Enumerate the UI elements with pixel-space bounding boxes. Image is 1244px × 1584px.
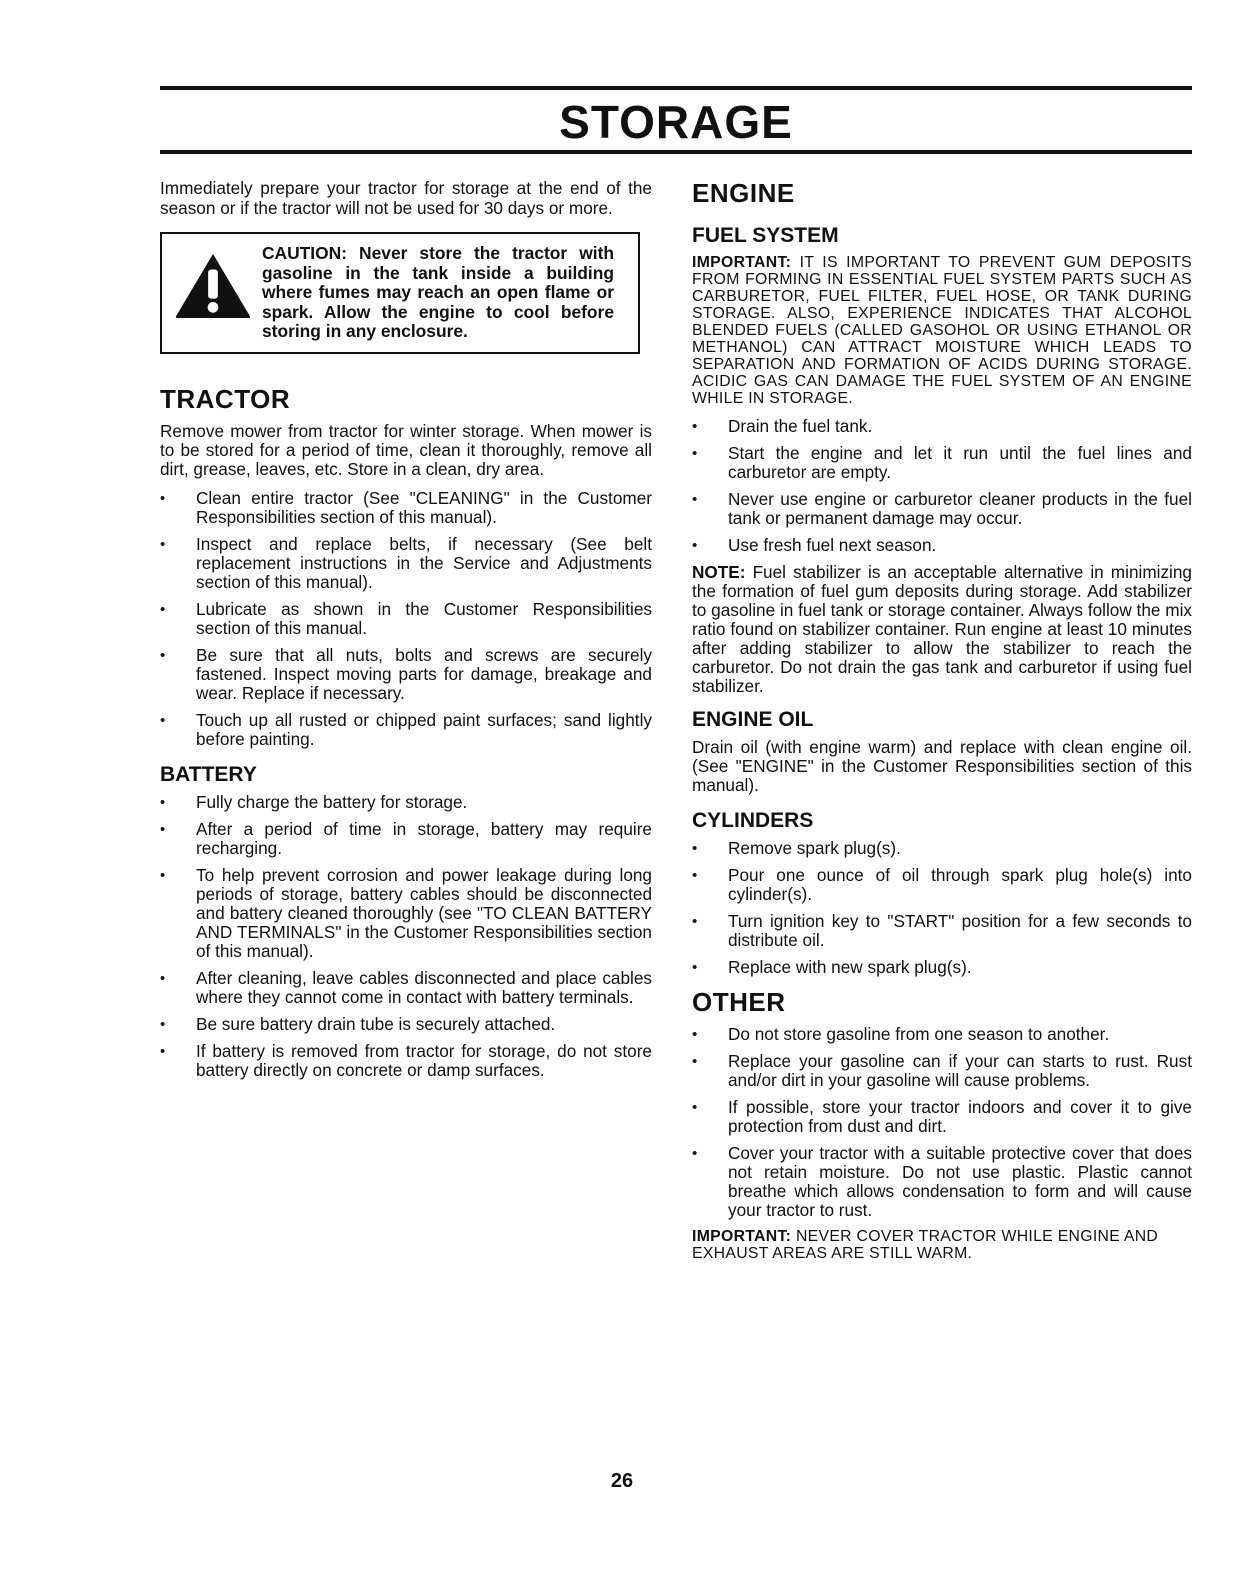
list-item: • After cleaning, leave cables disconnected and place cables where they cannot come in contact with battery terminals. <box>160 969 652 1007</box>
list-item: • Replace your gasoline can if your can starts to rust. Rust and/or dirt in your gasoline will cause problems. <box>692 1052 1192 1090</box>
list-item: • Clean entire tractor (See "CLEANING" in the Customer Responsibilities section of this manual). <box>160 489 652 527</box>
list-item: • Touch up all rusted or chipped paint surfaces; sand lightly before painting. <box>160 711 652 749</box>
list-item: • Start the engine and let it run until the fuel lines and carburetor are empty. <box>692 444 1192 482</box>
other-important-paragraph <box>692 1228 1192 1262</box>
important-label: IMPORTANT: <box>692 254 792 271</box>
page-number: 26 <box>610 1470 634 1492</box>
battery-list <box>160 793 652 1080</box>
other-list <box>692 1025 1192 1220</box>
important-text: IT IS IMPORTANT TO PREVENT GUM DEPOSITS FROM FORMING IN ESSENTIAL FUEL SYSTEM PARTS SUCH AS CARBURETOR, FUEL FILTER, FUEL HOSE, OR TANK DURING STORAGE. ALSO, EXPERIENCE INDICATES THAT ALCOHOL BLENDED FUELS (CALLED GASOHOL OR USING ETHANOL OR METHANOL) CAN ATTRACT MOISTURE WHICH LEADS TO SEPARATION AND FORMATION OF ACIDS DURING STORAGE. ACIDIC GAS CAN DAMAGE THE FUEL SYSTEM OF AN ENGINE WHILE IN STORAGE. <box>692 254 1192 407</box>
cylinders-list <box>692 839 1192 977</box>
list-item: • Inspect and replace belts, if necessary (See belt replacement instructions in the Service and Adjustments section of this manual). <box>160 535 652 592</box>
engine-heading: ENGINE <box>692 178 795 208</box>
title-underline <box>160 150 1192 154</box>
list-item: • Drain the fuel tank. <box>692 417 1192 436</box>
important-label: IMPORTANT: <box>692 1228 792 1245</box>
fuel-important-paragraph <box>692 254 1192 407</box>
tractor-heading: TRACTOR <box>160 383 291 414</box>
fuel-list <box>692 417 1192 555</box>
list-item: • Pour one ounce of oil through spark plug hole(s) into cylinder(s). <box>692 866 1192 904</box>
fuel-system-heading: FUEL SYSTEM <box>692 224 839 247</box>
engine-oil-heading: ENGINE OIL <box>692 708 814 731</box>
cylinders-heading: CYLINDERS <box>692 809 814 832</box>
list-item: • Cover your tractor with a suitable protective cover that does not retain moisture. Do not use plastic. Plastic cannot breathe which allows condensation to form and will cause your tractor to rust. <box>692 1144 1192 1220</box>
list-item: • Use fresh fuel next season. <box>692 536 1192 555</box>
warning-triangle-icon <box>174 252 252 320</box>
list-item: • If possible, store your tractor indoors and cover it to give protection from dust and dirt. <box>692 1098 1192 1136</box>
list-item: • Lubricate as shown in the Customer Responsibilities section of this manual. <box>160 600 652 638</box>
list-item: • Remove spark plug(s). <box>692 839 1192 858</box>
caution-box <box>160 232 640 354</box>
list-item: • Turn ignition key to "START" position for a few seconds to distribute oil. <box>692 912 1192 950</box>
engine-oil-paragraph: Drain oil (with engine warm) and replace with clean engine oil. (See "ENGINE" in the Customer Responsibilities section of this manual). <box>692 737 1192 795</box>
list-item: • Fully charge the battery for storage. <box>160 793 652 812</box>
fuel-note-paragraph <box>692 563 1192 696</box>
right-column <box>692 178 1192 1262</box>
note-label: NOTE: <box>692 562 746 582</box>
caution-text: CAUTION: Never store the tractor with gasoline in the tank inside a building where fumes may reach an open flame or spark. Allow the engine to cool before storing in any enclosure. <box>262 243 614 341</box>
list-item: • Replace with new spark plug(s). <box>692 958 1192 977</box>
left-column <box>160 178 652 1088</box>
intro-paragraph: Immediately prepare your tractor for storage at the end of the season or if the tractor will not be used for 30 days or more. <box>160 178 652 218</box>
other-heading: OTHER <box>692 987 786 1017</box>
top-rule <box>160 86 1192 90</box>
list-item: • Do not store gasoline from one season to another. <box>692 1025 1192 1044</box>
list-item: • If battery is removed from tractor for storage, do not store battery directly on concrete or damp surfaces. <box>160 1042 652 1080</box>
list-item: • After a period of time in storage, battery may require recharging. <box>160 820 652 858</box>
tractor-list <box>160 489 652 749</box>
list-item: • To help prevent corrosion and power leakage during long periods of storage, battery cables should be disconnected and battery cleaned thoroughly (see "TO CLEAN BATTERY AND TERMINALS" in the Customer Responsibilities section of this manual). <box>160 866 652 961</box>
important-text: NEVER COVER TRACTOR WHILE ENGINE AND EXHAUST AREAS ARE STILL WARM. <box>692 1228 1159 1262</box>
tractor-paragraph: Remove mower from tractor for winter storage. When mower is to be stored for a period of time, clean it thoroughly, remove all dirt, grease, leaves, etc. Store in a clean, dry area. <box>160 420 652 479</box>
list-item: • Never use engine or carburetor cleaner products in the fuel tank or permanent damage may occur. <box>692 490 1192 528</box>
note-text: Fuel stabilizer is an acceptable alternative in minimizing the formation of fuel gum deposits during storage. Add stabilizer to gasoline in fuel tank or storage container. Always follow the mix ratio found on stabilizer container. Run engine at least 10 minutes after adding stabilizer to allow the stabilizer to reach the carburetor. Do not drain the gas tank and carburetor if using fuel stabilizer. <box>692 562 1192 696</box>
battery-heading: BATTERY <box>160 762 257 786</box>
page-title: STORAGE <box>559 96 793 148</box>
list-item: • Be sure that all nuts, bolts and screws are securely fastened. Inspect moving parts for damage, breakage and wear. Replace if necessary. <box>160 646 652 703</box>
list-item: • Be sure battery drain tube is securely attached. <box>160 1015 652 1034</box>
